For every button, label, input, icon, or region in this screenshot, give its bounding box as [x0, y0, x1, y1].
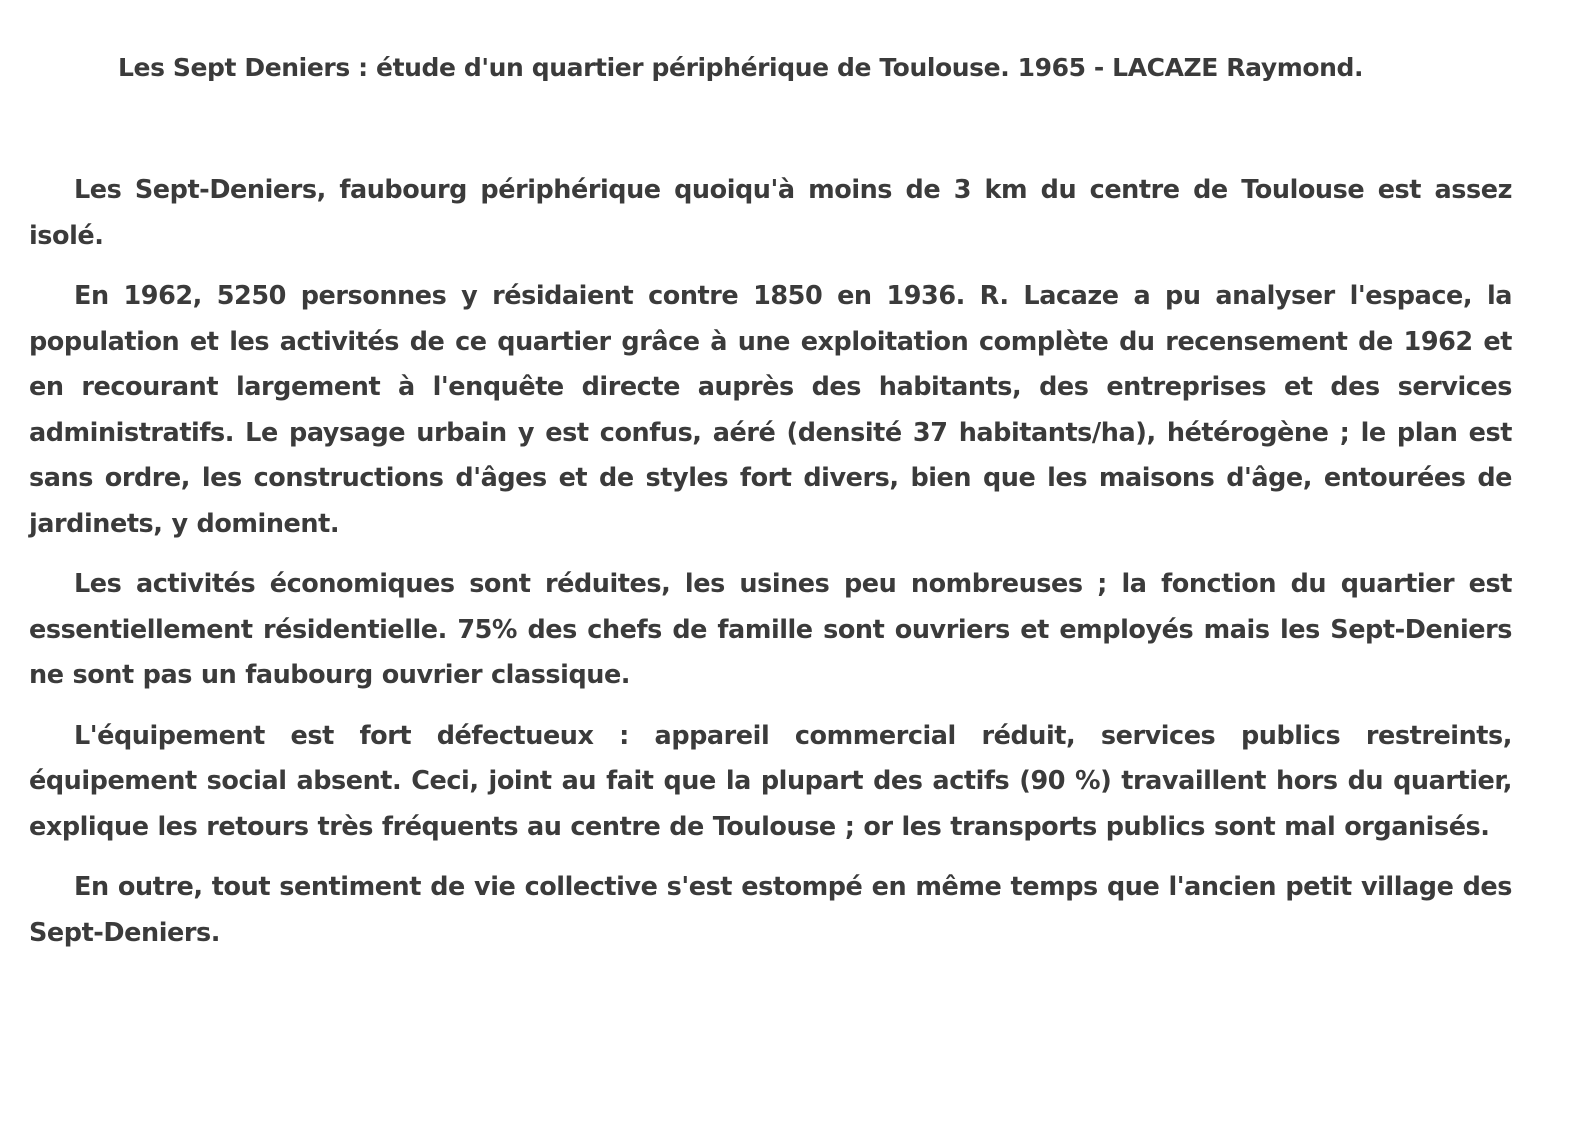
document-title: Les Sept Deniers : étude d'un quartier périphérique de Toulouse. 1965 - LACAZE Raymond.	[118, 53, 1364, 82]
paragraph-equipment: L'équipement est fort défectueux : appareil commercial réduit, services publics restreints, équipement social absent. Ceci, joint au fait que la plupart des actifs (90 %) travaillent hors du quartier, explique les retours très fréquents au centre de Toulouse ; or les transports publics sont mal organisés.	[29, 720, 1512, 842]
paragraph-population: En 1962, 5250 personnes y résidaient contre 1850 en 1936. R. Lacaze a pu analyser l'espace, la population et les activités de ce quartier grâce à une exploitation complète du recensement de 1962 et en recourant largement à l'enquête directe auprès des habitants, des entreprises et des services administratifs. Le paysage urbain y est confus, aéré (densité 37 habitants/ha), hétérogène ; le plan est sans ordre, les constructions d'âges et de styles fort divers, bien que les maisons d'âge, entourées de jardinets, y dominent.	[29, 281, 1512, 539]
document-body	[29, 168, 1512, 971]
paragraph-activities: Les activités économiques sont réduites, les usines peu nombreuses ; la fonction du quartier est essentiellement résidentielle. 75% des chefs de famille sont ouvriers et employés mais les Sept-Deniers ne sont pas un faubourg ouvrier classique.	[29, 569, 1512, 690]
paragraph-location: Les Sept-Deniers, faubourg périphérique quoiqu'à moins de 3 km du centre de Toulouse est assez isolé.	[29, 175, 1512, 251]
paragraph-collective-life: En outre, tout sentiment de vie collective s'est estompé en même temps que l'ancien petit village des Sept-Deniers.	[29, 872, 1512, 948]
